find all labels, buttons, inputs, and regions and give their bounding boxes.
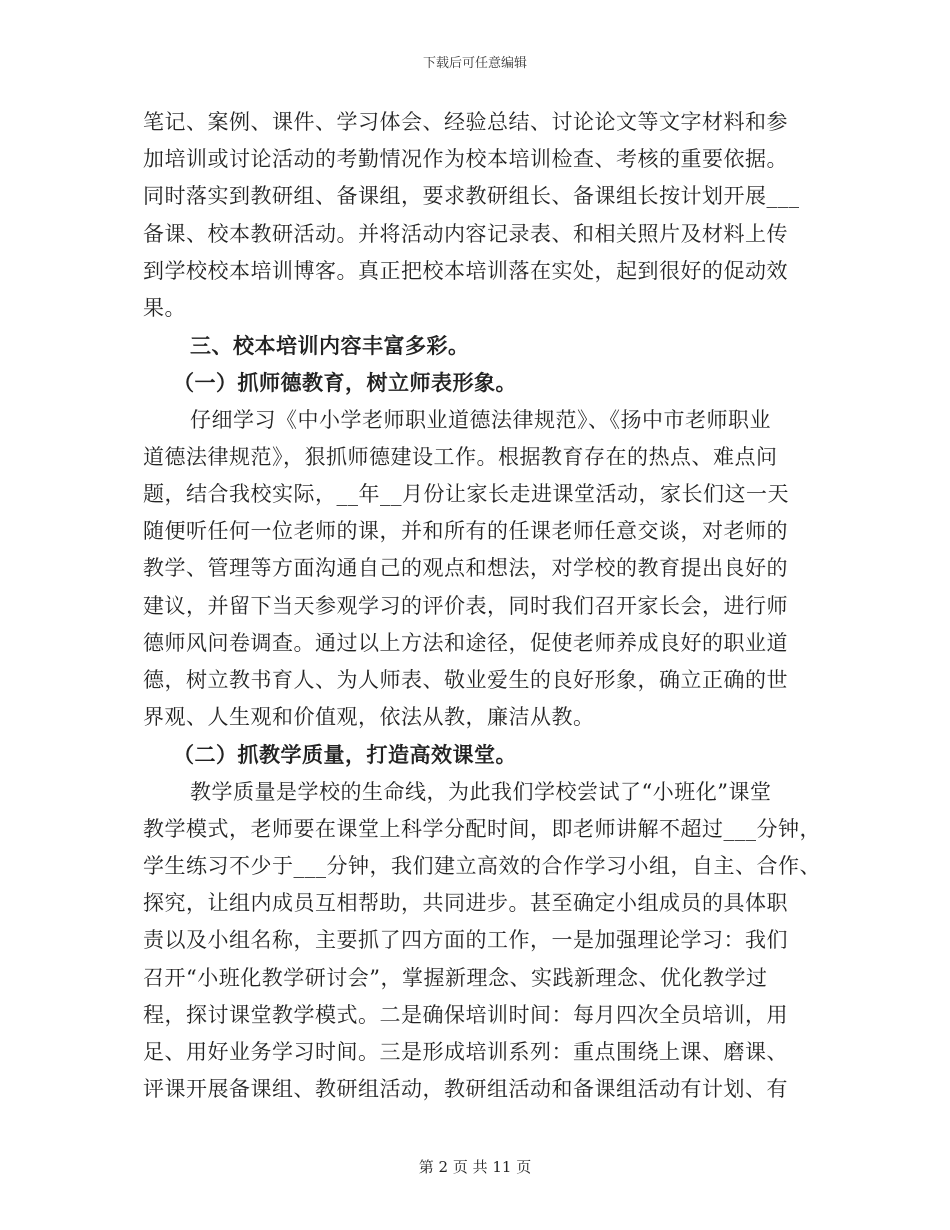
paragraph-line: 德，树立教书育人、为人师表、敬业爱生的良好形象，确立正确的世 xyxy=(143,668,788,693)
paragraph-line: 责以及小组名称，主要抓了四方面的工作，一是加强理论学习：我们 xyxy=(143,928,788,953)
paragraph-line: 果。 xyxy=(143,296,186,321)
paragraph-line: 学生练习不少于___分钟，我们建立高效的合作学习小组，自主、合作、 xyxy=(143,854,821,879)
paragraph-line: 建议，并留下当天参观学习的评价表，同时我们召开家长会，进行师 xyxy=(143,593,788,618)
paragraph-line: 教学质量是学校的生命线，为此我们学校尝试了“小班化”课堂 xyxy=(190,779,772,804)
paragraph-line: 道德法律规范》，狠抓师德建设工作。根据教育存在的热点、难点问 xyxy=(143,444,778,469)
paragraph-line: 备课、校本教研活动。并将活动内容记录表、和相关照片及材料上传 xyxy=(143,221,788,246)
paragraph-line: 题，结合我校实际，__年__月份让家长走进课堂活动，家长们这一天 xyxy=(143,482,789,507)
subsection-heading: （二）抓教学质量，打造高效课堂。 xyxy=(173,742,517,768)
paragraph-line: 笔记、案例、课件、学习体会、经验总结、讨论论文等文字材料和参 xyxy=(143,110,788,134)
page-footer: 第 2 页 共 11 页 xyxy=(418,1158,532,1176)
paragraph-line: 到学校校本培训博客。真正把校本培训落在实处，起到很好的促动效 xyxy=(143,258,788,283)
document-body xyxy=(143,104,823,1108)
paragraph-line: 界观、人生观和价值观，依法从教，廉洁从教。 xyxy=(143,705,595,730)
paragraph-line: 仔细学习《中小学老师职业道德法律规范》、《扬中市老师职业 xyxy=(190,407,771,432)
paragraph-line: 德师风问卷调查。通过以上方法和途径，促使老师养成良好的职业道 xyxy=(143,630,788,655)
paragraph-line: 随便听任何一位老师的课，并和所有的任课老师任意交谈，对老师的 xyxy=(143,519,788,544)
paragraph-line: 探究，让组内成员互相帮助，共同进步。甚至确定小组成员的具体职 xyxy=(143,891,788,916)
paragraph-line: 召开“小班化教学研讨会”，掌握新理念、实践新理念、优化教学过 xyxy=(143,965,768,990)
section-heading: 三、校本培训内容丰富多彩。 xyxy=(190,333,470,359)
paragraph-line: 教学模式，老师要在课堂上科学分配时间，即老师讲解不超过___分钟， xyxy=(143,816,821,841)
paragraph-line: 加培训或讨论活动的考勤情况作为校本培训检查、考核的重要依据。 xyxy=(143,147,788,172)
paragraph-line: 评课开展备课组、教研组活动，教研组活动和备课组活动有计划、有 xyxy=(143,1077,788,1102)
paragraph-line: 足、用好业务学习时间。三是形成培训系列：重点围绕上课、磨课、 xyxy=(143,1040,788,1065)
subsection-heading: （一）抓师德教育，树立师表形象。 xyxy=(173,370,517,396)
page-header: 下载后可任意编辑 xyxy=(422,56,527,71)
paragraph-line: 教学、管理等方面沟通自己的观点和想法，对学校的教育提出良好的 xyxy=(143,556,788,581)
paragraph-line: 同时落实到教研组、备课组，要求教研组长、备课组长按计划开展___ xyxy=(143,184,800,209)
paragraph-line: 程，探讨课堂教学模式。二是确保培训时间：每月四次全员培训，用 xyxy=(143,1002,788,1027)
